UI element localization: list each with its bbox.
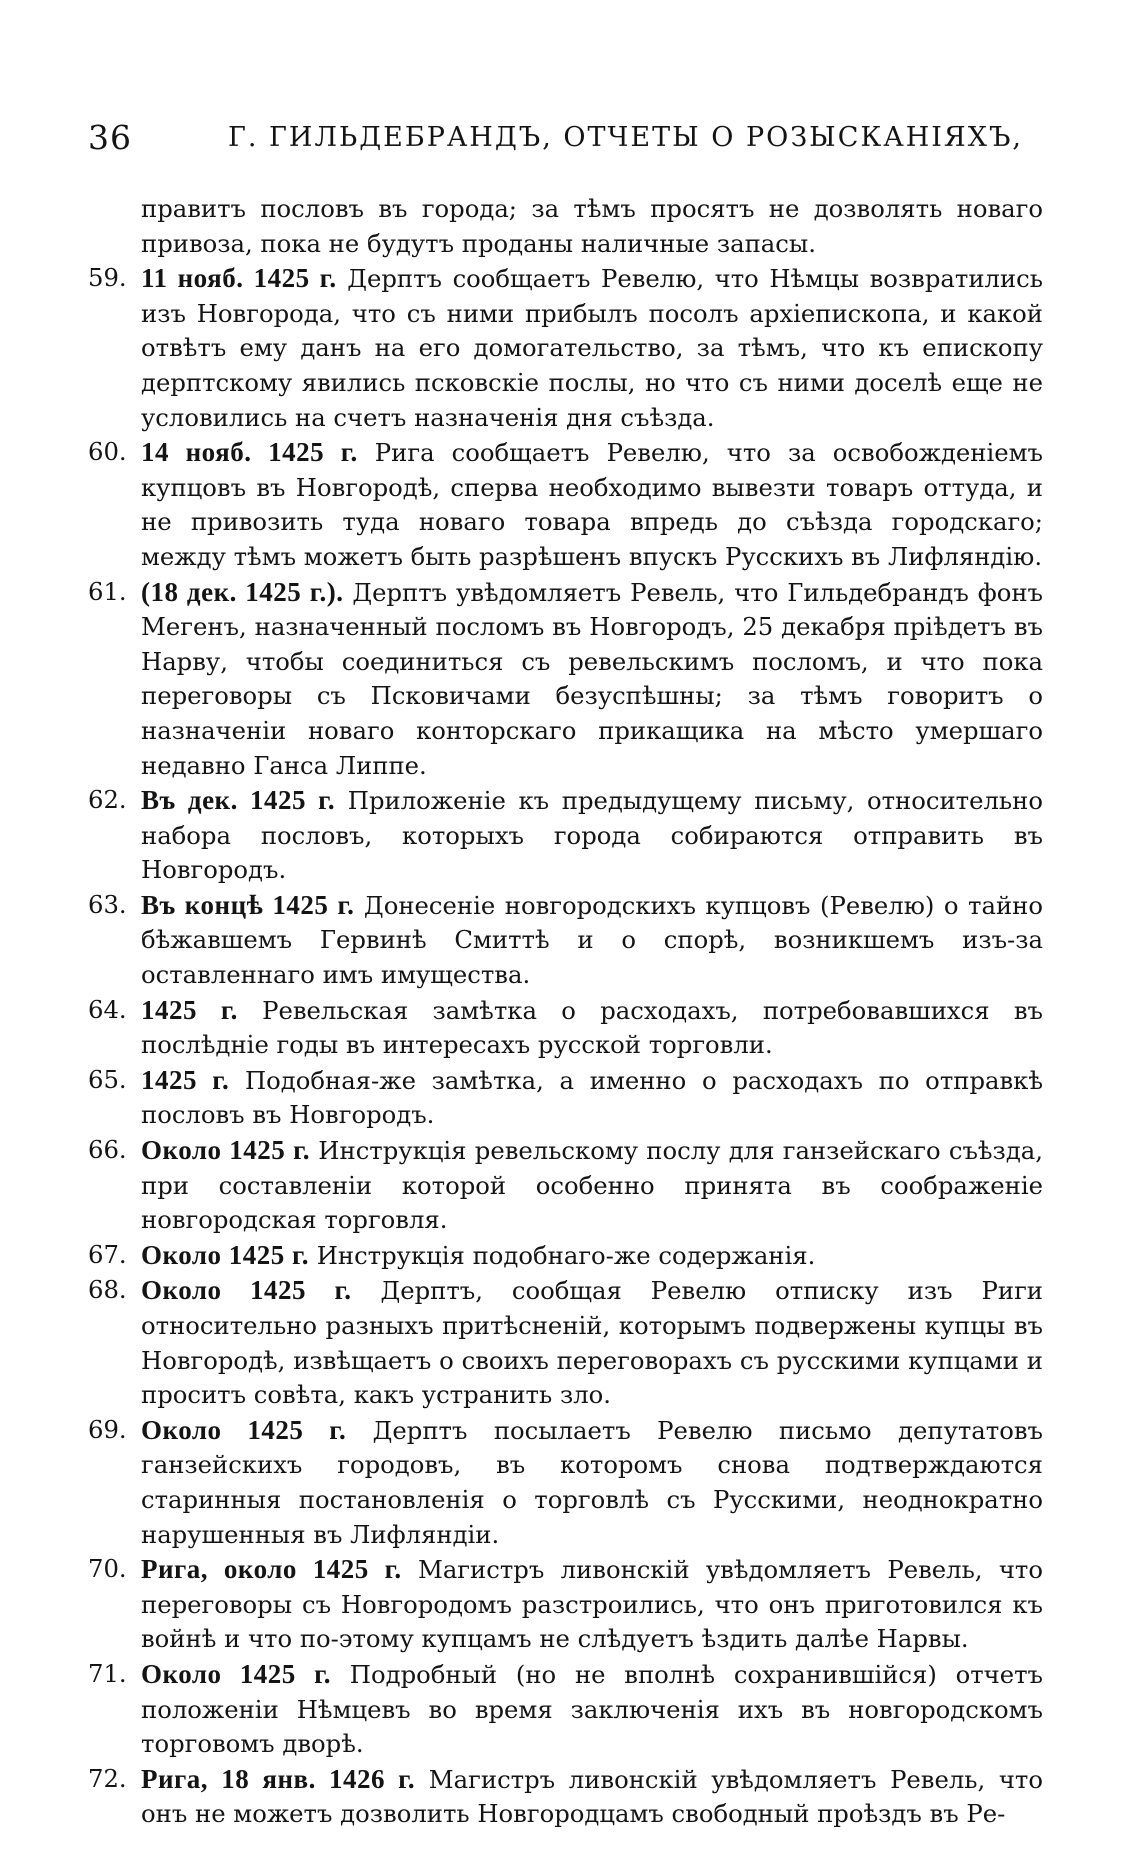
- entry-60: [88, 435, 1043, 574]
- entry-64: [88, 993, 1043, 1063]
- body-text: [88, 192, 1043, 1832]
- entry-date: Около 1425 г.: [141, 1275, 352, 1306]
- entry-number: 69.: [88, 1414, 127, 1444]
- entry-69: [88, 1413, 1043, 1552]
- entry-text: Инструкція ревельскому послу для ганзейскаго съѣзда, при составленіи которой особенно принята въ соображеніе новгородская торговля.: [141, 1136, 1043, 1235]
- entry-66: [88, 1133, 1043, 1238]
- entry-text: Дерптъ посылаетъ Ревелю письмо депутатовъ ганзейскихъ городовъ, въ которомъ снова подтверждаются старинныя постановленія о торговлѣ съ Русскими, неоднократно нарушенныя въ Лифляндіи.: [141, 1415, 1043, 1549]
- entry-number: 70.: [88, 1554, 127, 1584]
- entry-71: [88, 1657, 1043, 1762]
- entry-text: Подробный (но не вполнѣ сохранившійся) отчетъ положеніи Нѣмцевъ во время заключенія ихъ въ новгородскомъ торговомъ дворѣ.: [141, 1659, 1043, 1759]
- entry-date: 1425 г.: [141, 1064, 230, 1095]
- entry-date: Около 1425 г.: [141, 1414, 347, 1445]
- entry-text: Рига сообщаетъ Ревелю, что за освобожденіемъ купцовъ въ Новгородѣ, сперва необходимо вывезти товаръ оттуда, и не привозить туда новаго товара впредь до съѣзда городскаго; между тѣмъ можетъ быть разрѣшенъ впускъ Русскихъ въ Лифляндію.: [141, 438, 1043, 571]
- entry-date: Рига, 18 янв. 1426 г.: [141, 1763, 416, 1794]
- entry-text: Подобная-же замѣтка, а именно о расходахъ по отправкѣ пословъ въ Новгородъ.: [141, 1065, 1044, 1130]
- entry-number: 60.: [88, 437, 127, 467]
- entry-text: Магистръ ливонскій увѣдомляетъ Ревель, что переговоры съ Новгородомъ разстроились, что онъ приготовился къ войнѣ и что по-этому купцамъ не слѣдуетъ ѣздить далѣе Нарвы.: [141, 1555, 1043, 1654]
- entry-68: [88, 1273, 1043, 1412]
- entry-number: 65.: [88, 1064, 127, 1094]
- page-header: [88, 118, 1068, 158]
- entry-text: Ревельская замѣтка о расходахъ, потребовавшихся въ послѣдніе годы въ интересахъ русской торговли.: [141, 995, 1043, 1060]
- entry-65: [88, 1063, 1043, 1133]
- entry-text: Дерптъ, сообщая Ревелю отписку изъ Риги относительно разныхъ притѣсненій, которымъ подвержены купцы въ Новгородѣ, извѣщаетъ о своихъ переговорахъ съ русскими купцами и проситъ совѣта, какъ устранить зло.: [141, 1276, 1043, 1410]
- entry-number: 68.: [88, 1275, 127, 1305]
- entry-text: Магистръ ливонскій увѣдомляетъ Ревель, что онъ не можетъ дозволить Новгородцамъ свободный проѣздъ въ Ре-: [141, 1764, 1043, 1829]
- entry-date: 11 нояб. 1425 г.: [141, 263, 337, 294]
- entry-72: [88, 1762, 1043, 1832]
- entry-number: 66.: [88, 1135, 127, 1165]
- entry-date: Въ концѣ 1425 г.: [141, 889, 355, 920]
- entry-date: Около 1425 г.: [141, 1135, 311, 1166]
- intro-paragraph: правитъ пословъ въ города; за тѣмъ просятъ не дозволять новаго привоза, пока не будутъ проданы наличные запасы.: [141, 194, 1043, 258]
- entry-63: [88, 888, 1043, 993]
- running-title: Г. ГИЛЬДЕБРАНДЪ, ОТЧЕТЫ О РОЗЫСКАНІЯХЪ,: [228, 122, 1023, 153]
- entry-text: Приложеніе къ предыдущему письму, относительно набора пословъ, которыхъ города собираются отправить въ Новгородъ.: [141, 786, 1043, 885]
- entry-62: [88, 783, 1043, 888]
- entry-number: 59.: [88, 263, 127, 293]
- page-number: 36: [88, 118, 132, 157]
- entry-number: 72.: [88, 1763, 127, 1793]
- entry-date: 14 нояб. 1425 г.: [141, 437, 358, 468]
- entry-number: 63.: [88, 889, 127, 919]
- entry-70: [88, 1552, 1043, 1657]
- entry-text: Донесеніе новгородскихъ купцовъ (Ревелю) о тайно бѣжавшемъ Гервинѣ Смиттѣ и о спорѣ, возникшемъ изъ-за оставленнаго имъ имущества.: [141, 890, 1043, 990]
- entry-number: 67.: [88, 1239, 127, 1269]
- entry-61: [88, 575, 1043, 784]
- entry-number: 64.: [88, 994, 127, 1024]
- entry-number: 71.: [88, 1658, 127, 1688]
- entry-number: 61.: [88, 576, 127, 606]
- entry-number: 62.: [88, 785, 127, 815]
- entry-date: Около 1425 г.: [141, 1239, 309, 1270]
- entry-67: [88, 1238, 1043, 1274]
- entry-text: Дерптъ увѣдомляетъ Ревель, что Гильдебрандъ фонъ Мегенъ, назначенный посломъ въ Новгородъ, 25 декабря пріѣдетъ въ Нарву, чтобы соединиться съ ревельскимъ посломъ, и что пока переговоры съ Псковичами безуспѣшны; за тѣмъ говоритъ о назначеніи новаго конторскаго прикащика на мѣсто умершаго недавно Ганса Липпе.: [141, 577, 1043, 780]
- entry-59: [88, 261, 1043, 435]
- entry-date: 1425 г.: [141, 994, 238, 1025]
- entry-date: Рига, около 1425 г.: [141, 1554, 402, 1585]
- entry-date: (18 дек. 1425 г.).: [141, 576, 344, 607]
- entry-text: Инструкція подобнаго-же содержанія.: [308, 1240, 816, 1270]
- entry-date: Въ дек. 1425 г.: [141, 785, 336, 816]
- entry-date: Около 1425 г.: [141, 1658, 332, 1689]
- entry-text: Дерптъ сообщаетъ Ревелю, что Нѣмцы возвратились изъ Новгорода, что съ ними прибылъ посолъ архіепископа, и какой отвѣтъ ему данъ на его домогательство, за тѣмъ, что къ епископу дерптскому явились псковскіе послы, но что съ ними доселѣ еще не условились на счетъ назначенія дня съѣзда.: [141, 264, 1043, 432]
